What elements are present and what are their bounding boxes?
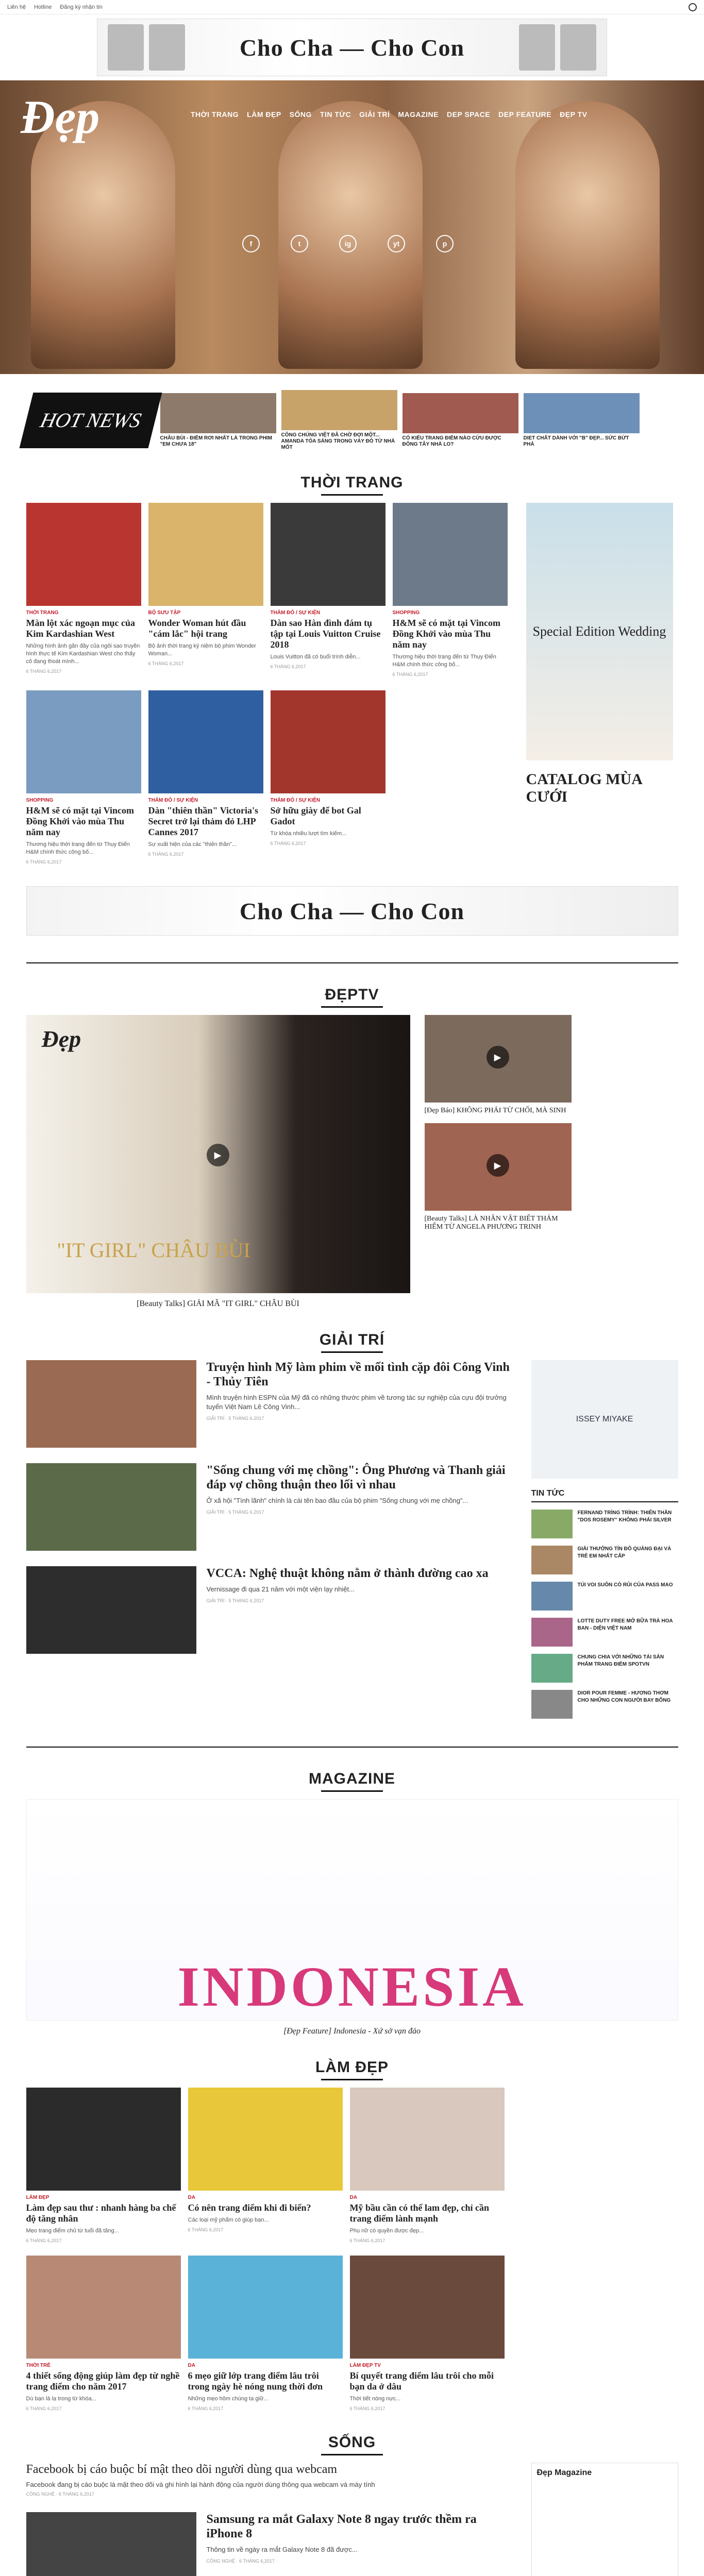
hot-news-item[interactable]: CÓ KIỂU TRANG ĐIỂM NÀO CỨU ĐƯỢC ĐÔNG TÂY NHÀ LO? (403, 393, 518, 448)
article-card[interactable]: THẢM ĐỎ / SỰ KIỆN Dàn sao Hàn đình đám tụ tập tại Louis Vuitton Cruise 2018 Louis Vuitton đã có buổi trình diễn... 6 THÁNG 6,2017 (271, 503, 385, 677)
twitter-icon[interactable]: t (291, 235, 308, 252)
nav-item[interactable]: LÀM ĐẸP (247, 110, 281, 118)
ad-photo (108, 24, 144, 71)
article-card[interactable]: THẢM ĐỎ / SỰ KIỆN Dàn "thiên thần" Victoria's Secret trở lại thảm đỏ LHP Cannes 2017 Sự xuất hiện của các "thiên thần"... 6 THÁNG 6,2017 (148, 690, 263, 865)
topbar (0, 0, 704, 14)
section-title-fashion[interactable]: THỜI TRANG (26, 474, 678, 492)
play-icon: ▶ (487, 1154, 509, 1177)
hot-news-item[interactable]: CÔNG CHÚNG VIỆT ĐÃ CHỜ ĐỢI MỘT... AMANDA TỎA SÁNG TRONG VÁY ĐỎ TỪ NHÀ MỐT (281, 390, 397, 451)
ad-title: Cho Cha — Cho Con (239, 34, 465, 61)
nav-item[interactable]: GIẢI TRÍ (359, 110, 390, 118)
news-item[interactable]: GIẢI THƯỞNG TÍN ĐỒ QUẢNG ĐẠI VÀ TRẺ EM NHẤT CẤP (531, 1546, 678, 1574)
issey-ad[interactable]: ISSEY MIYAKE (531, 1360, 678, 1479)
deptv-sidebar: ▶ [Đẹp Báo] KHÔNG PHẢI TỪ CHỐI, MÀ SINH ▶ [Beauty Talks] LÀ NHÂN VẬT BIẾT THÁM HIỂM TỪ ANGELA PHƯƠNG TRINH (425, 1015, 572, 1309)
hot-news-item[interactable]: DIET CHẤT DÀNH VỚI "B" ĐẸP... SỨC BỨT PHÁ (524, 393, 640, 448)
section-title-magazine[interactable]: MAGAZINE (26, 1770, 678, 1788)
article-card[interactable]: LÀM ĐẸP TV Bí quyết trang điểm lâu trôi cho mỗi bạn da ở dâu Thời tiết nóng nực... 6 THÁNG 6,2017 (350, 2256, 505, 2411)
hot-news-item[interactable]: CHÂU BÙI - ĐIỂM RƠI NHẤT LÀ TRONG PHIM "EM CHƯA 18" (160, 393, 276, 448)
hot-news-badge: HOT NEWS (19, 393, 162, 448)
magazine-word: INDONESIA (177, 1955, 527, 2018)
topbar-hotline[interactable]: Hotline (34, 4, 52, 10)
hero-socials (242, 235, 454, 252)
instagram-icon[interactable]: ig (339, 235, 357, 252)
list-item[interactable]: Samsung ra mắt Galaxy Note 8 ngay trước thềm ra iPhone 8 Thông tin về ngày ra mắt Galaxy Note 8 đã được... CÔNG NGHỆ · 6 THÁNG 6,2017 (26, 2512, 516, 2576)
ad-photo (560, 24, 596, 71)
article-card[interactable]: LÀM ĐẸP Làm đẹp sau thư : nhanh hàng ba chế độ tăng nhân Mẹo trang điểm chủ từ tuổi đã tăng... 6 THÁNG 6,2017 (26, 2088, 181, 2243)
play-icon: ▶ (487, 1046, 509, 1069)
facebook-icon[interactable]: f (242, 235, 260, 252)
section-title-living[interactable]: SỐNG (26, 2434, 678, 2451)
nav-item[interactable]: ĐẸP TV (560, 110, 588, 118)
top-ad-banner[interactable] (0, 14, 704, 80)
hot-news (26, 389, 678, 451)
nav-item[interactable]: THỜI TRANG (191, 110, 239, 118)
list-item[interactable]: VCCA: Nghệ thuật không nằm ở thành đường cao xa Vernissage đi qua 21 năm với một viện lạy nhiệt... GIẢI TRÍ · 5 THÁNG 6,2017 (26, 1566, 516, 1654)
section-title-deptv[interactable]: ĐẸPTV (26, 986, 678, 1004)
topbar-subscribe[interactable]: Đăng ký nhận tin (60, 4, 103, 10)
article-card[interactable]: DA Có nên trang điểm khi đi biển? Các loại mỹ phẩm có giúp bạn... 6 THÁNG 6,2017 (188, 2088, 343, 2243)
deptv-main-video[interactable] (26, 1015, 410, 1309)
tin-tuc-widget: TIN TỨC FERNAND TRÌNG TRÌNH: THIÊN THẦN "DOS ROSEMY" KHÔNG PHẢI SILVER GIẢI THƯỞNG TÍN ĐỒ QUẢNG ĐẠI VÀ TRẺ EM NHẤT CẤP TÚI VOI SUÔN CÓ RỦI CỦA PASS MAO LOTTE DUTY FREE MỞ BỮA TRÀ HOA BAN - DIỆN VIỆT NAM CHUNG CHIA VỚI NHỮNG TÁI SẢN PHẨM TRANG ĐIỂM SPOTVN DIOR POUR FEMME - HƯƠNG THƠM CHO NHỮNG CON NGƯỜI BAY BỔNG (531, 1489, 678, 1719)
section-title-beauty[interactable]: LÀM ĐẸP (26, 2059, 678, 2076)
site-logo[interactable]: Đẹp (21, 91, 100, 143)
play-icon[interactable]: ▶ (207, 1144, 229, 1166)
ad-photo (149, 24, 185, 71)
article-card[interactable]: DA 6 mẹo giữ lớp trang điểm lâu trôi trong ngày hè nóng nung thời đơn Những mẹo hôm chúng ta giữ... 6 THÁNG 6,2017 (188, 2256, 343, 2411)
magazine-caption[interactable]: [Đẹp Feature] Indonesia - Xứ sở vạn đảo (283, 2027, 421, 2036)
list-item[interactable]: "Sống chung với mẹ chồng": Ông Phương và Thanh giải đáp vợ chồng thuận theo lối vì nhau Ở xã hội "Tình lãnh" chính là cái tên bao đầu của bộ phim "Sống chung với mẹ chồng"... GIẢI TRÍ · 5 THÁNG 6,2017 (26, 1463, 516, 1551)
deptv-side-video[interactable] (425, 1015, 572, 1103)
wedding-ad[interactable]: Special Edition Wedding (526, 503, 673, 760)
nav-item[interactable]: DEP FEATURE (498, 110, 552, 118)
section-title-entertainment[interactable]: GIẢI TRÍ (26, 1331, 678, 1349)
hero-banner (0, 80, 704, 374)
ad-photo (519, 24, 555, 71)
news-item[interactable]: TÚI VOI SUÔN CÓ RỦI CỦA PASS MAO (531, 1582, 678, 1611)
news-item[interactable]: LOTTE DUTY FREE MỞ BỮA TRÀ HOA BAN - DIỆN VIỆT NAM (531, 1618, 678, 1647)
deptv-caption[interactable]: [Beauty Talks] GIẢI MÃ "IT GIRL" CHÂU BÙI (137, 1299, 299, 1308)
youtube-icon[interactable]: yt (388, 235, 405, 252)
article-card[interactable]: BỘ SƯU TẬP Wonder Woman hút đầu "cám lắc" hội trang Bộ ảnh thời trang kỷ niệm bộ phim Wonder Woman... 6 THÁNG 6,2017 (148, 503, 263, 677)
nav-item[interactable]: SỐNG (289, 110, 312, 118)
article-card[interactable]: DA Mỹ bầu cần có thể lam đẹp, chỉ cần trang điểm lành mạnh Phụ nữ có quyền được đẹp... 6 THÁNG 6,2017 (350, 2088, 505, 2243)
song-headline[interactable]: Facebook bị cáo buộc bí mật theo dõi người dùng qua webcam (26, 2463, 338, 2476)
article-card[interactable]: THẢM ĐỎ / SỰ KIỆN Sở hữu giày để bot Gal Gadot Từ khóa nhiều lượt tìm kiếm... 6 THÁNG 6,2017 (271, 690, 385, 865)
article-card[interactable]: SHOPPING H&M sẽ có mặt tại Vincom Đồng Khởi vào mùa Thu năm nay Thương hiệu thời trang đến từ Thụy Điển H&M chính thức công bố... 6 THÁNG 6,2017 (26, 690, 141, 865)
mid-ad-banner[interactable]: Cho Cha — Cho Con (26, 880, 678, 942)
news-item[interactable]: DIOR POUR FEMME - HƯƠNG THƠM CHO NHỮNG CON NGƯỜI BAY BỔNG (531, 1690, 678, 1719)
catalog-title[interactable]: CATALOG MÙA CƯỚI (526, 771, 642, 805)
search-icon[interactable] (689, 3, 697, 11)
deptv-side-video[interactable] (425, 1123, 572, 1211)
news-item[interactable]: FERNAND TRÌNG TRÌNH: THIÊN THẦN "DOS ROSEMY" KHÔNG PHẢI SILVER (531, 1510, 678, 1538)
article-card[interactable]: THỜI TRANG Màn lột xác ngoạn mục của Kim Kardashian West Những hình ảnh gần đây của ngôi sao truyền hình thực tế Kim Kardashian West cho thấy cô đang thoát mình... 6 THÁNG 6,2017 (26, 503, 141, 677)
facebook-widget[interactable]: Đẹp Magazine (531, 2463, 678, 2576)
nav-item[interactable]: TIN TỨC (320, 110, 351, 118)
magazine-feature[interactable] (26, 1799, 678, 2021)
topbar-contact[interactable]: Liên hệ (7, 4, 26, 10)
deptv-logo: Đẹp (41, 1026, 81, 1052)
news-item[interactable]: CHUNG CHIA VỚI NHỮNG TÁI SẢN PHẨM TRANG ĐIỂM SPOTVN (531, 1654, 678, 1683)
fashion-sidebar (526, 503, 673, 865)
nav-item[interactable]: DEP SPACE (447, 110, 491, 118)
article-card[interactable]: THỜI TRẺ 4 thiết sống động giúp làm đẹp từ nghề trang điểm cho năm 2017 Dù bạn là lạ trong từ khóa... 6 THÁNG 6,2017 (26, 2256, 181, 2411)
article-card[interactable]: SHOPPING H&M sẽ có mặt tại Vincom Đồng Khởi vào mùa Thu năm nay Thương hiệu thời trang đến từ Thụy Điển H&M chính thức công bố... 6 THÁNG 6,2017 (393, 503, 508, 677)
nav-item[interactable]: MAGAZINE (398, 110, 439, 118)
main-nav (191, 110, 587, 118)
deptv-overlay: "IT GIRL" CHÂU BÙI (57, 1239, 250, 1262)
pinterest-icon[interactable]: p (436, 235, 454, 252)
list-item[interactable]: Truyện hình Mỹ làm phim về mối tình cặp đôi Công Vinh - Thủy Tiên Mình truyện hình ESPN của Mỹ đã có những thước phim về tương tác sự nghiệp của cựu đội trưởng tuyển Việt Nam Lê Công Vinh... GIẢI TRÍ · 5 THÁNG 6,2017 (26, 1360, 516, 1448)
